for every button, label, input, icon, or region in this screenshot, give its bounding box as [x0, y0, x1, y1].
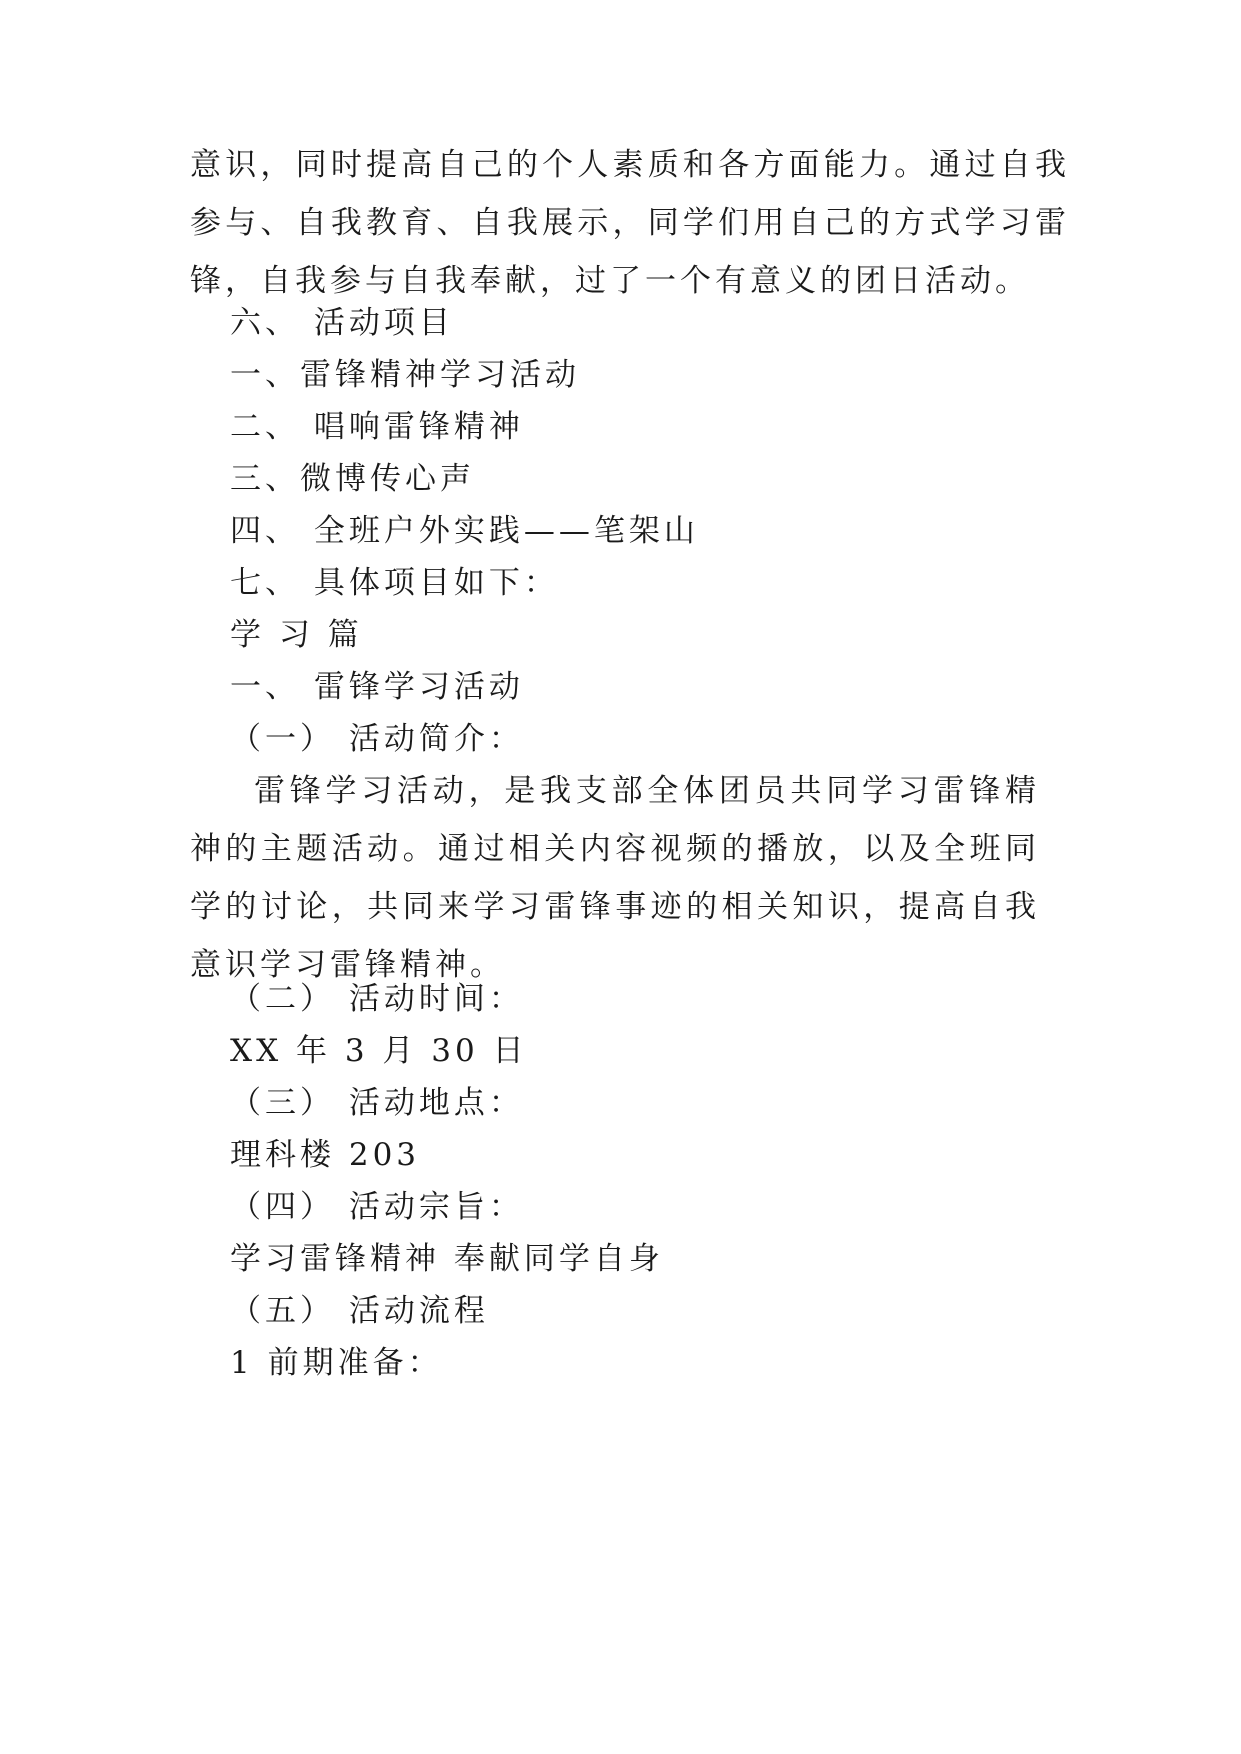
project-item-2: 二、 唱响雷锋精神	[230, 409, 524, 445]
project-item-1: 一、雷锋精神学习活动	[230, 357, 580, 393]
activity-place-value: 理科楼 203	[230, 1137, 421, 1173]
subsection-process: （五） 活动流程	[230, 1293, 489, 1329]
section-seven-heading: 七、 具体项目如下：	[230, 565, 559, 601]
study-heading: 学 习 篇	[230, 617, 363, 653]
activity-aim-value: 学习雷锋精神 奉献同学自身	[230, 1241, 664, 1277]
process-step-1: 1 前期准备：	[230, 1345, 443, 1381]
project-item-4: 四、 全班户外实践——笔架山	[230, 513, 699, 549]
subsection-intro: （一） 活动简介：	[230, 721, 524, 757]
subsection-aim: （四） 活动宗旨：	[230, 1189, 524, 1225]
section-six-heading: 六、 活动项目	[230, 305, 454, 341]
intro-paragraph: 意识，同时提高自己的个人素质和各方面能力。通过自我参与、自我教育、自我展示，同学们用自己的方式学习雷锋，自我参与自我奉献，过了一个有意义的团日活动。	[190, 147, 1070, 299]
activity-description-paragraph: 雷锋学习活动，是我支部全体团员共同学习雷锋精神的主题活动。通过相关内容视频的播放，以及全班同学的讨论，共同来学习雷锋事迹的相关知识，提高自我意识学习雷锋精神。	[190, 773, 1040, 983]
subsection-place: （三） 活动地点：	[230, 1085, 524, 1121]
project-item-3: 三、微博传心声	[230, 461, 475, 497]
activity-time-value: XX 年 3 月 30 日	[230, 1033, 528, 1069]
study-item-1: 一、 雷锋学习活动	[230, 669, 524, 705]
subsection-time: （二） 活动时间：	[230, 981, 524, 1017]
